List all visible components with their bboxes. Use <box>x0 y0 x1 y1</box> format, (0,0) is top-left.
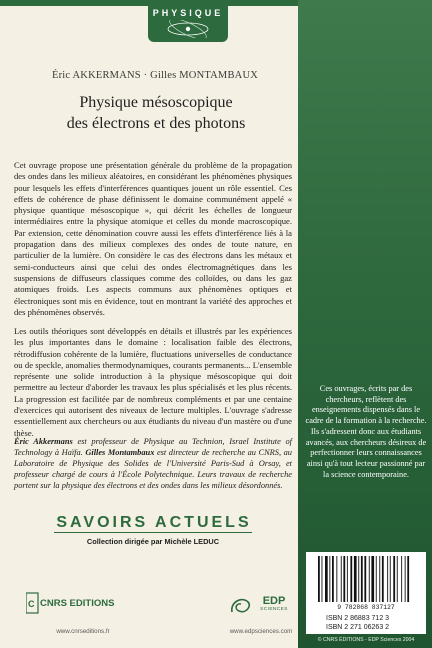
svg-text:C: C <box>28 599 35 609</box>
title-line-1: Physique mésoscopique <box>79 94 233 111</box>
physique-tab <box>148 0 228 42</box>
title-line-2: des électrons et des photons <box>66 115 246 132</box>
green-side-column <box>298 0 432 648</box>
description-paragraph-2: Les outils théoriques sont développés en détails et illustrés par les expériences les plus importantes dans le domaine : localisation faible des électrons, rétrodiffusion cohérente de la lumière, fluctuations universelles de conductance ou de speckle, anomalies thermodynamiques, courants permanents... L'ensemble représente une solide introduction à la physique mésoscopique qui doit permettre au lecteur d'aborder les travaux les plus spécialisés et les plus récents. La progression est facilitée par de nombreux compléments et par une centaine d'exercices qui autorisent des niveaux de lecture multiples. L'ouvrage s'adresse essentiellement aux chercheurs ou aux étudiants du niveau d'un mastère ou d'une thèse. <box>14 326 292 438</box>
barcode-panel <box>306 552 426 634</box>
cnrs-editions-label: CNRS EDITIONS <box>40 598 115 609</box>
bio-name-1: Éric Akkermans <box>14 437 73 446</box>
series-name: SAVOIRS ACTUELS <box>56 514 252 531</box>
isbn-2: ISBN 2 271 06263 2 <box>326 624 390 631</box>
bio-text-1: est professeur de Physique au Technion, Israel Institute of Technology à Haïfa. <box>14 437 292 457</box>
tab-label: PHYSIQUE <box>152 8 224 18</box>
series-blurb: Ces ouvrages, écrits par des chercheurs, reflètent des enseignements dispensés dans le cadre de la formation à la recherche. Ils s'adressent donc aux étudiants avancés, aux chercheurs désireux de perfectionner leurs connaissances ainsi qu'à tout lecteur passionné par la science contemporaine. <box>305 384 427 479</box>
collection-editor: Collection dirigée par Michèle LEDUC <box>86 537 220 546</box>
cnrs-url[interactable]: www.cnrseditions.fr <box>56 628 110 635</box>
isbn-1: ISBN 2 86883 712 3 <box>326 615 390 622</box>
description-paragraph-1: Cet ouvrage propose une présentation générale du problème de la propagation des ondes dans les milieux aléatoires, en considérant les phénomènes physiques pour lesquels les effets d'interférences quantiques jouent un rôle essentiel. Ces effets de cohérence de phase définissent le domaine communément appelé « physique quantique mésoscopique », qui décrit les échelles de longueur intermédiaires entre la physique atomique et celles du monde macroscopique. Par extension, cette dénomination couvre aussi les effets d'interférence liés à la propagation dans des milieux complexes des ondes de toute nature, en particulier de la lumière. On considère le cas des électrons dans les métaux et semi-conducteurs ainsi que celui des ondes électromagnétiques dans les suspensions de diffuseurs classiques comme des colloïdes, ou dans les gaz atomiques froids. Les aspects communs aux phénomènes optiques et électroniques sont mis en évidence, tout en montrant la variété des approches et des phénomènes observés. <box>14 160 292 317</box>
edp-label: EDP <box>262 595 286 607</box>
book-title <box>18 92 294 134</box>
barcode-digits: 9 782868 837127 <box>337 604 395 611</box>
bio-name-2: Gilles Montambaux <box>85 448 155 457</box>
orbit-icon <box>166 20 210 38</box>
authors: Éric AKKERMANS · Gilles MONTAMBAUX <box>51 70 259 81</box>
edp-logo <box>256 595 292 612</box>
edp-url[interactable]: www.edpsciences.com <box>229 628 293 635</box>
bio-text-2: est directeur de recherche au CNRS, au Laboratoire de Physique des Solides de l'Université Paris-Sud à Orsay, et professeur chargé de cours à l'École Polytechnique. Leurs travaux de recherche portent sur la physique des électrons et des ondes dans les milieux désordonnés. <box>14 448 292 490</box>
author-bio <box>14 436 292 491</box>
edp-swirl-icon <box>228 594 254 618</box>
series-divider <box>54 532 252 533</box>
edp-sciences-label: SCIENCES <box>260 607 288 612</box>
copyright-notice: © CNRS ÉDITIONS - EDP Sciences 2004 <box>317 637 415 643</box>
barcode-icon <box>314 556 418 604</box>
